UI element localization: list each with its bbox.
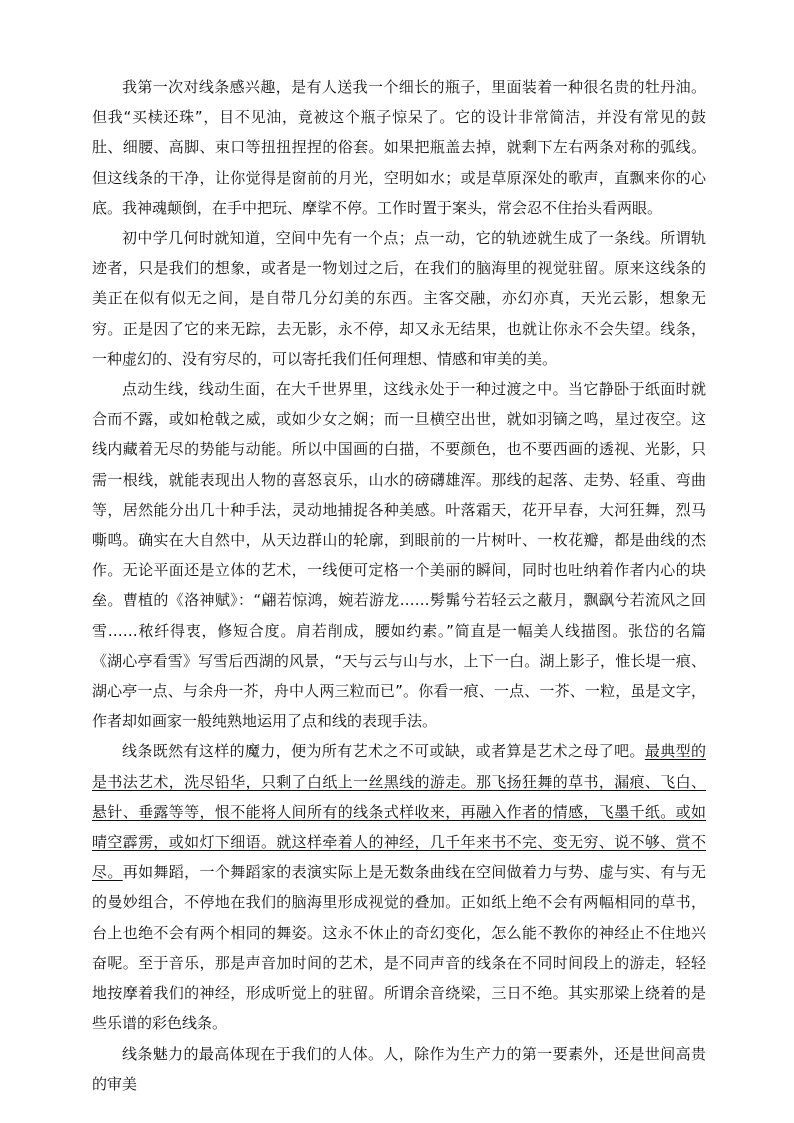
underlined-passage: 最典型的是书法艺术，洗尽铅华，只剩了白纸上一丝黑线的游走。那飞扬狂舞的草书，漏痕、飞白、悬针、垂露等等，恨不能将人间所有的线条式样收来，再融入作者的情感，飞墨千纸。或如晴空霹雳，或如灯下细语。就这样牵着人的神经，几千年来书不完、变无穷、说不够、赏不尽。 — [92, 742, 706, 882]
paragraph-3: 点动生线，线动生面，在大千世界里，这线永处于一种过渡之中。当它静卧于纸面时就合而不露，或如枪戟之威，或如少女之娴；而一旦横空出世，就如羽镝之鸣，星过夜空。这线内藏着无尽的势能与动能。所以中国画的白描，不要颜色，也不要西画的透视、光影，只需一根线，就能表现出人物的喜怒哀乐，山水的磅礴雄浑。那线的起落、走势、轻重、弯曲等，居然能分出几十种手法，灵动地捕捉各种美感。叶落霜天，花开早春，大河狂舞，烈马嘶鸣。确实在大自然中，从天边群山的轮廓，到眼前的一片树叶、一枚花瓣，都是曲线的杰作。无论平面还是立体的艺术，一线便可定格一个美丽的瞬间，同时也吐纳着作者内心的块垒。曹植的《洛神赋》：“翩若惊鸿，婉若游龙……髣髴兮若轻云之蔽月，飘飖兮若流风之回雪……秾纤得衷，修短合度。肩若削成，腰如约素。”简直是一幅美人线描图。张岱的名篇《湖心亭看雪》写雪后西湖的风景，“天与云与山与水，上下一白。湖上影子，惟长堤一痕、湖心亭一点、与余舟一芥，舟中人两三粒而已”。你看一痕、一点、一芥、一粒，虽是文字，作者却如画家一般纯熟地运用了点和线的表现手法。 — [92, 380, 706, 731]
document-page — [92, 72, 706, 1099]
paragraph-5: 线条魅力的最高体现在于我们的人体。人，除作为生产力的第一要素外，还是世间高贵的审美 — [92, 1044, 706, 1093]
paragraph-4-lead: 线条既然有这样的魔力，便为所有艺术之不可或缺，或者算是艺术之母了吧。 — [122, 742, 645, 761]
paragraph-4 — [92, 736, 706, 1038]
paragraph-1: 我第一次对线条感兴趣，是有人送我一个细长的瓶子，里面装着一种很名贵的牡丹油。但我“买椟还珠”，目不见油，竟被这个瓶子惊呆了。它的设计非常简洁，并没有常见的鼓肚、细腰、高脚、束口等扭扭捏捏的俗套。如果把瓶盖去掉，就剩下左右两条对称的弧线。但这线条的干净，让你觉得是窗前的月光，空明如水；或是草原深处的歌声，直飘来你的心底。我神魂颠倒，在手中把玩、摩挲不停。工作时置于案头，常会忍不住抬头看两眼。 — [92, 78, 706, 217]
paragraph-2: 初中学几何时就知道，空间中先有一个点；点一动，它的轨迹就生成了一条线。所谓轨迹者，只是我们的想象，或者是一物划过之后，在我们的脑海里的视觉驻留。原来这线条的美正在似有似无之间，是自带几分幻美的东西。主客交融，亦幻亦真，天光云影，想象无穷。正是因了它的来无踪，去无影，永不停，却又永无结果，也就让你永不会失望。线条，一种虚幻的、没有穷尽的，可以寄托我们任何理想、情感和审美的美。 — [92, 229, 706, 368]
paragraph-4-rest: 再如舞蹈，一个舞蹈家的表演实际上是无数条曲线在空间做着力与势、虚与实、有与无的曼妙组合，不停地在我们的脑海里形成视觉的叠加。正如纸上绝不会有两幅相同的草书，台上也绝不会有两个相同的舞姿。这永不休止的奇幻变化，怎么能不教你的神经止不住地兴奋呢。至于音乐，那是声音加时间的艺术，是不同声音的线条在不同时间段上的游走，轻轻地按摩着我们的神经，形成听觉上的驻留。所谓余音绕梁，三日不绝。其实那梁上绕着的是些乐谱的彩色线条。 — [92, 863, 706, 1033]
